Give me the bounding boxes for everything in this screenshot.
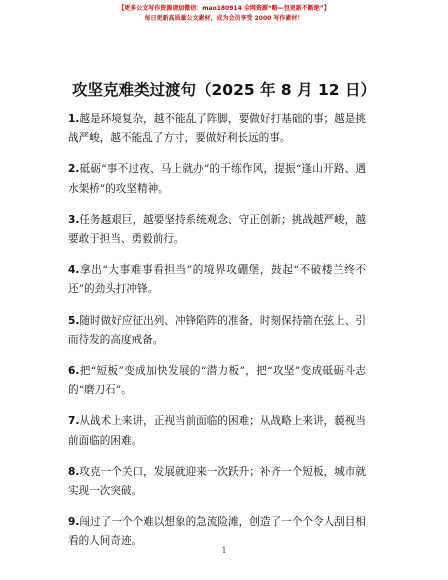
list-item	[68, 362, 366, 400]
item-number: 4.	[68, 264, 80, 277]
item-text: 闯过了一个个难以想象的急流险滩，创造了一个个令人刮目相看的人间奇迹。	[68, 516, 366, 548]
list-item	[68, 312, 366, 350]
list-item	[68, 110, 366, 148]
item-text: 随时做好应征出列、冲锋陷阵的准备，时刻保持箭在弦上、引而待发的高度戒备。	[68, 314, 366, 346]
page-number: 1	[221, 546, 227, 555]
item-number: 1.	[68, 113, 80, 125]
item-text: 攻克一个关口，发展就迎来一次跃升；补齐一个短板，城市就实现一次突破。	[68, 465, 366, 498]
list-item	[68, 463, 366, 501]
list-item	[68, 160, 366, 198]
item-text: 越是环境复杂，越不能乱了阵脚，要做好打基础的事；越是挑战严峻，越不能乱了方寸，要做好利长远的事。	[68, 113, 366, 145]
promo-banner	[0, 4, 448, 24]
promo-banner-line-2: 每日更新高质量公文素材，成为会员享受 2000 写作素材！	[144, 15, 304, 22]
item-number: 3.	[68, 213, 80, 226]
item-text: 从战术上来讲，正视当前面临的困难；从战略上来讲，藐视当前面临的困难。	[68, 415, 366, 447]
item-number: 9.	[68, 516, 80, 529]
item-number: 7.	[68, 415, 80, 428]
list-item	[68, 261, 366, 299]
document-title: 攻坚克难类过渡句（2025 年 8 月 12 日）	[72, 81, 376, 99]
item-number: 6.	[68, 365, 80, 378]
list-item	[68, 412, 366, 450]
item-list	[68, 110, 366, 564]
item-text: 把“短板”变成加快发展的“潜力板”，把“攻坚”变成砥砺斗志的“磨刀石”。	[68, 365, 366, 397]
item-number: 2.	[68, 163, 80, 176]
promo-banner-line-1: 【更多公文写作资源请加微信：mao180914 全网资源“略—包更新不断绝”】	[118, 5, 330, 12]
item-text: 砥砺“事不过夜、马上就办”的干练作风，提振“逢山开路、遇水架桥”的攻坚精神。	[68, 163, 366, 195]
item-number: 5.	[68, 314, 80, 327]
item-text: 任务越艰巨，越要坚持系统观念、守正创新；挑战越严峻，越要敢于担当、勇毅前行。	[68, 213, 366, 246]
item-number: 8.	[68, 465, 80, 478]
item-text: 拿出“大事难事看担当”的境界攻硼堡，鼓起“不破楼兰终不还”的劲头打冲锋。	[68, 264, 366, 296]
list-item	[68, 211, 366, 249]
